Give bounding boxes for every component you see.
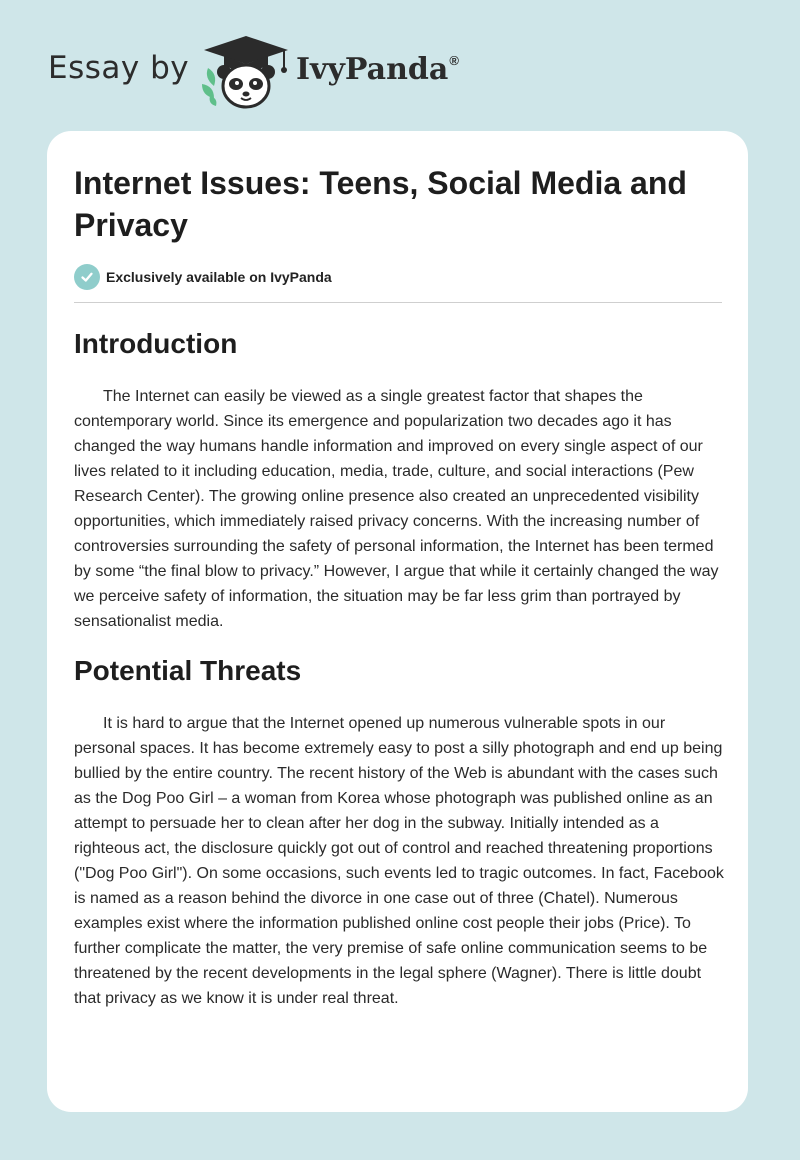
essay-card bbox=[47, 131, 748, 1112]
site-header bbox=[0, 0, 800, 130]
title-divider bbox=[74, 302, 722, 303]
panda-logo-icon bbox=[200, 34, 292, 110]
essay-title: Internet Issues: Teens, Social Media and Privacy bbox=[74, 165, 687, 243]
section-paragraph-introduction: The Internet can easily be viewed as a single greatest factor that shapes the contemporary world. Since its emergence and popularization two decades ago it has changed the way humans handle information and improved on every single aspect of our lives related to it including education, media, trade, culture, and social interactions (Pew Research Center). The growing online presence also created an unprecedented visibility opportunities, which immediately raised privacy concerns. With the increasing number of controversies surrounding the safety of personal information, the Internet has been termed by some “the final blow to privacy.” However, I argue that while it certainly changed the way we perceive safety of information, the situation may be far less grim than portrayed by sensationalist media. bbox=[74, 388, 719, 630]
essay-by-label: Essay by bbox=[48, 50, 190, 86]
check-circle-icon bbox=[74, 264, 100, 290]
trademark-symbol: ® bbox=[449, 53, 459, 68]
brand-name: IvyPanda® bbox=[296, 52, 459, 87]
section-heading-potential-threats: Potential Threats bbox=[74, 655, 302, 686]
exclusive-label: Exclusively available on IvyPanda bbox=[106, 269, 332, 285]
section-heading-introduction: Introduction bbox=[74, 328, 238, 359]
section-paragraph-potential-threats: It is hard to argue that the Internet opened up numerous vulnerable spots in our personal spaces. It has become extremely easy to post a silly photograph and end up being bullied by the entire country. The recent history of the Web is abundant with the cases such as the Dog Poo Girl – a woman from Korea whose photograph was published online as an attempt to persuade her to clean after her dog in the subway. Initially intended as a righteous act, the disclosure quickly got out of control and reached threatening proportions ("Dog Poo Girl"). On some occasions, such events led to tragic outcomes. In fact, Facebook is named as a reason behind the divorce in one case out of three (Chatel). Numerous examples exist where the information published online cost people their jobs (Price). To further complicate the matter, the very premise of safe online communication seems to be threatened by the recent developments in the legal sphere (Wagner). There is little doubt that privacy as we know it is under real threat. bbox=[74, 715, 724, 1007]
exclusive-badge bbox=[74, 264, 332, 290]
